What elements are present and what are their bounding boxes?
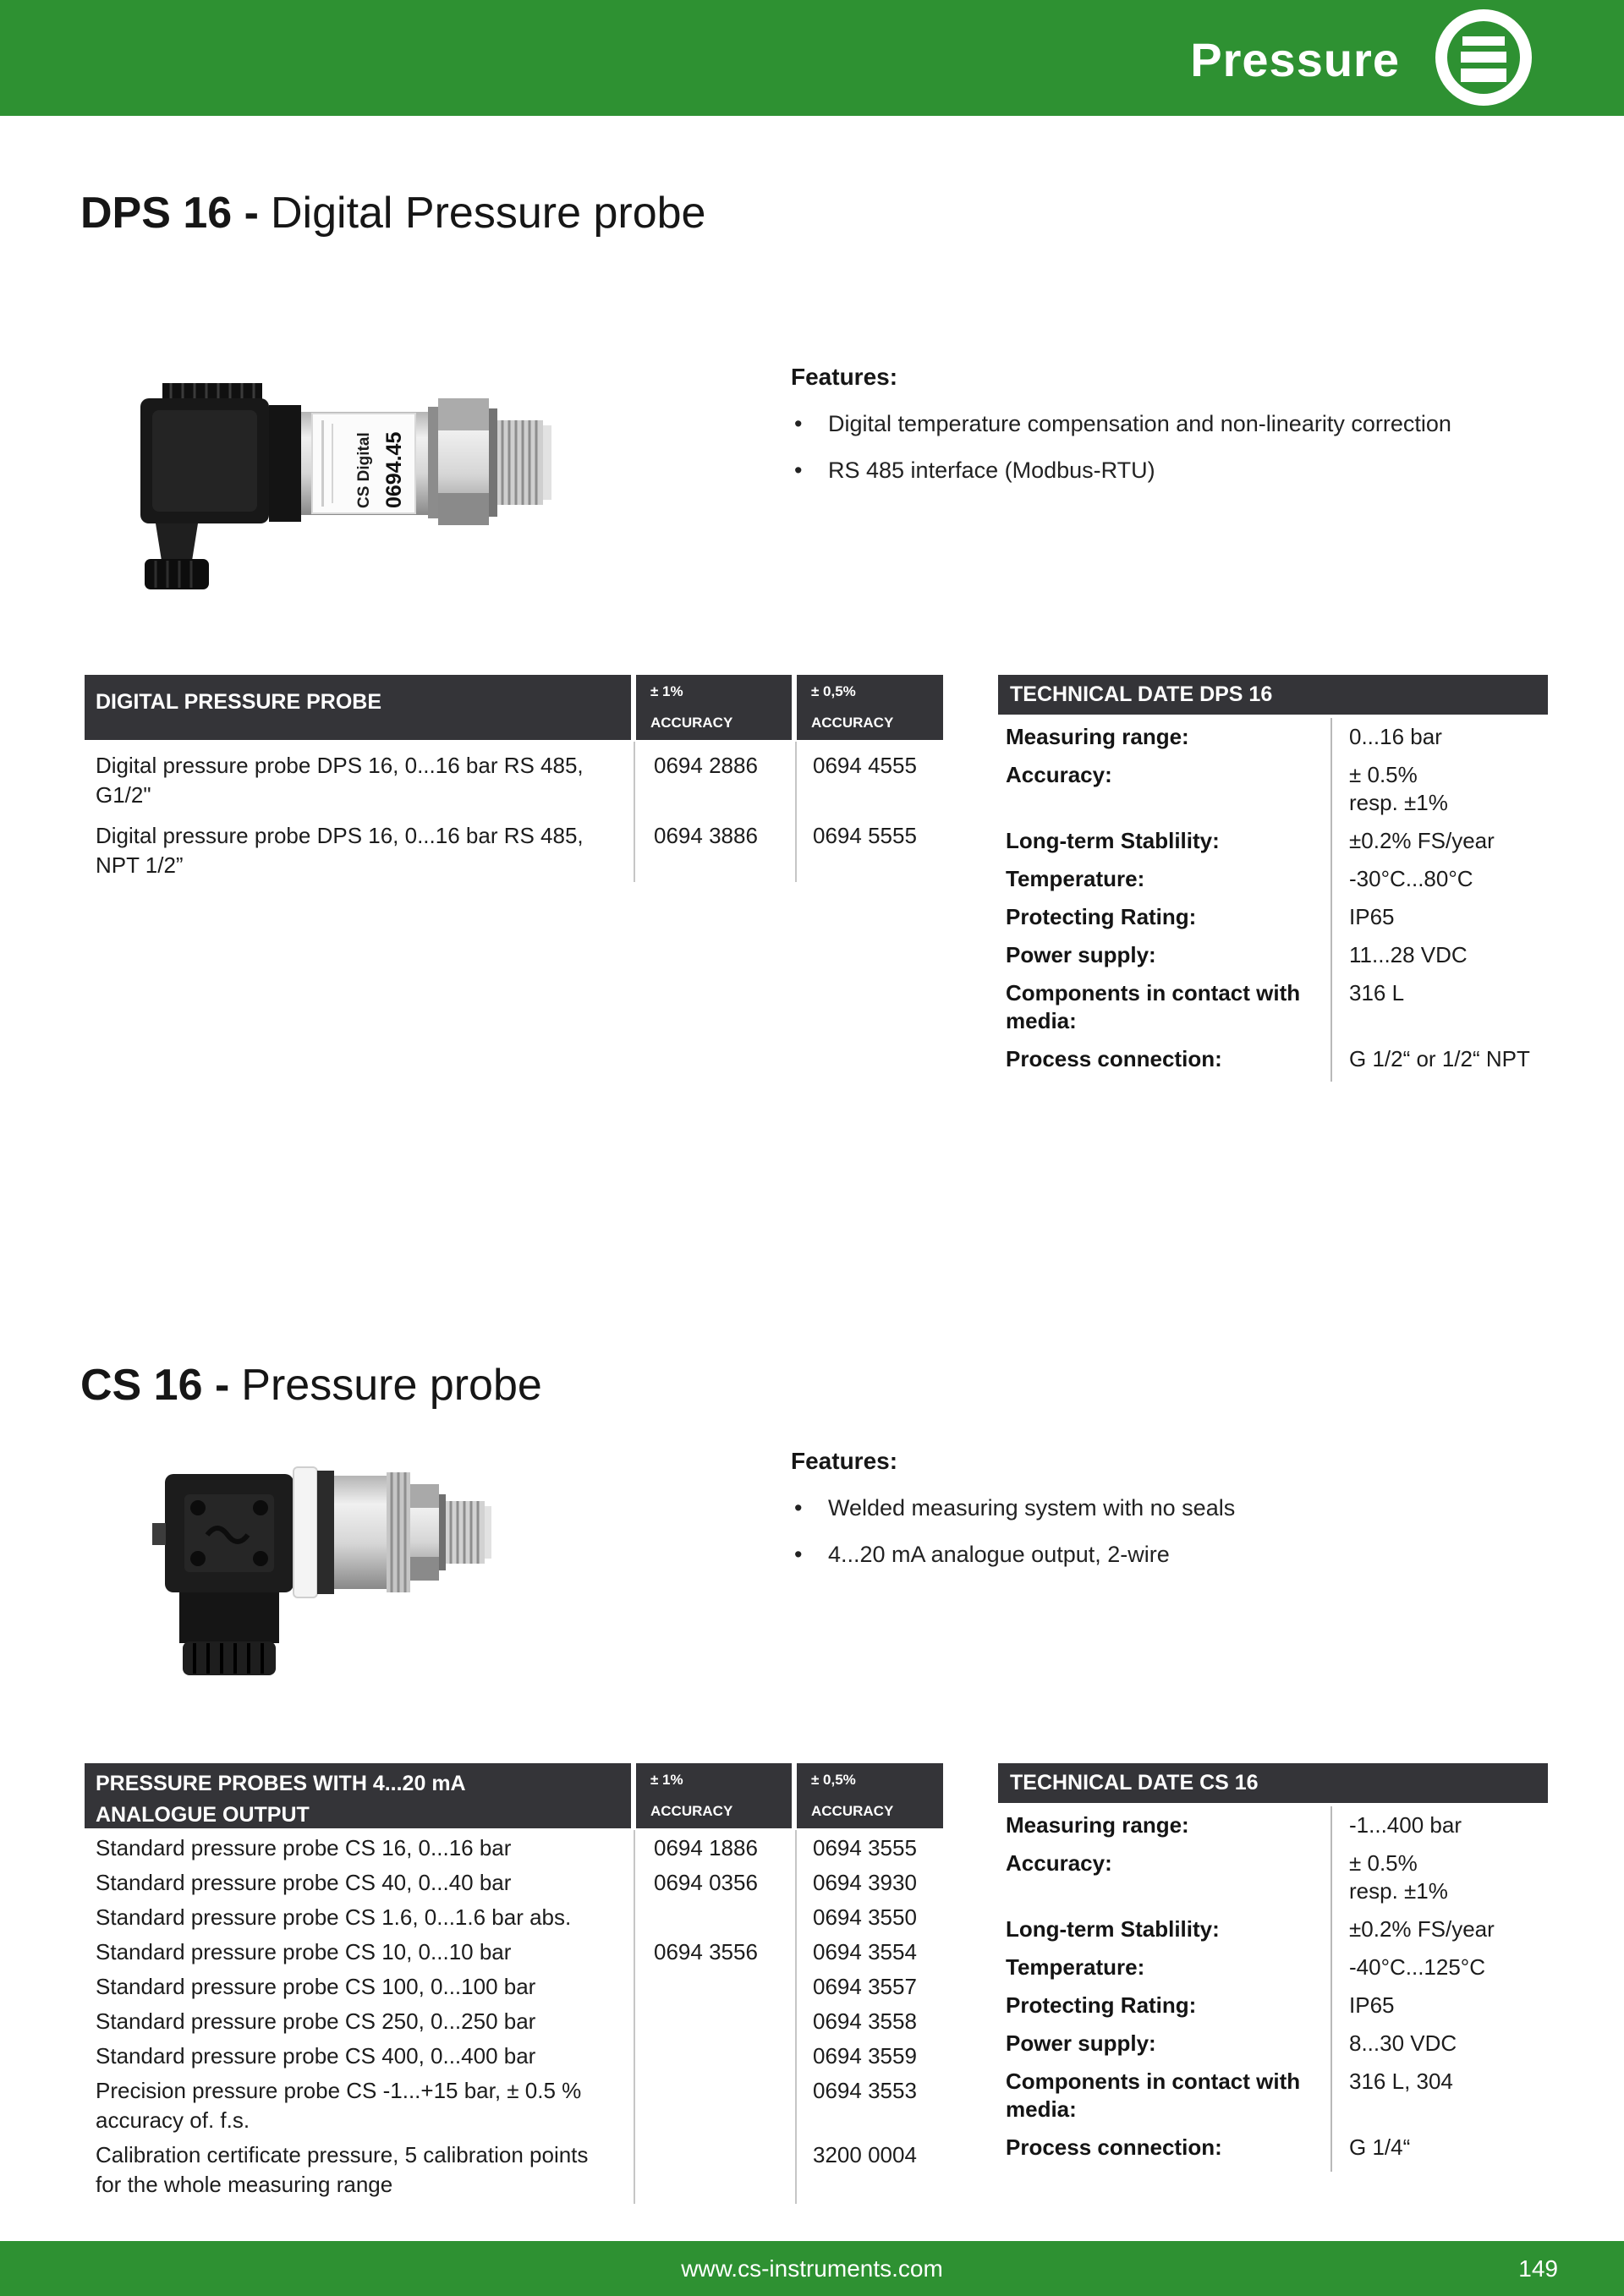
accuracy-value: ± 0,5% xyxy=(811,1772,856,1788)
spec-value xyxy=(1349,2134,1535,2162)
technical-row xyxy=(998,1915,1548,1943)
order-description: Standard pressure probe CS 250, 0...250 bar xyxy=(96,2008,536,2034)
product-name: Digital Pressure probe xyxy=(270,189,706,238)
connector-neck xyxy=(179,1592,279,1643)
column-divider xyxy=(1330,1806,1332,2172)
spec-value xyxy=(1349,979,1535,1035)
column-divider xyxy=(1330,718,1332,1082)
accuracy-1-column-header xyxy=(636,1763,792,1828)
spec-value-line: -40°C...125°C xyxy=(1349,1954,1485,1980)
order-number-acc05: 0694 3557 xyxy=(813,1974,917,1999)
spec-value xyxy=(1349,865,1535,893)
spec-value xyxy=(1349,2068,1535,2123)
cable-gland xyxy=(156,523,198,561)
product-model: CS 16 - xyxy=(80,1361,230,1410)
order-description: Standard pressure probe CS 1.6, 0...1.6 bar abs. xyxy=(96,1904,572,1930)
order-table-body xyxy=(85,740,943,885)
order-number-acc1 xyxy=(636,2002,792,2036)
spec-label: Long-term Stablility: xyxy=(1006,1916,1220,1942)
order-row xyxy=(85,2002,943,2036)
order-number-acc1: 0694 2886 xyxy=(654,753,758,778)
accuracy-caption: ACCURACY xyxy=(811,715,894,731)
spec-label: Protecting Rating: xyxy=(1006,1992,1197,2018)
spec-value-line: G 1/4“ xyxy=(1349,2134,1411,2160)
order-table-title: DIGITAL PRESSURE PROBE xyxy=(85,675,631,740)
spec-value-line: resp. ±1% xyxy=(1349,1878,1448,1904)
spec-label: Protecting Rating: xyxy=(1006,904,1197,929)
order-description: Precision pressure probe CS -1...+15 bar, ± 0.5 % accuracy of. f.s. xyxy=(96,2078,582,2133)
order-number-acc05: 0694 3553 xyxy=(813,2078,917,2103)
order-row xyxy=(85,2135,943,2200)
order-number-acc05: 0694 3555 xyxy=(813,1835,917,1860)
features-heading: Features: xyxy=(791,364,898,390)
order-row xyxy=(85,740,943,810)
technical-row xyxy=(998,1811,1548,1839)
spec-value xyxy=(1349,723,1535,751)
order-number-acc1 xyxy=(636,1967,792,2002)
spec-value xyxy=(1349,761,1535,817)
product-name: Pressure probe xyxy=(241,1361,542,1410)
seal-ring xyxy=(294,1467,317,1597)
cs16-technical-table xyxy=(998,1763,1548,2173)
technical-row xyxy=(998,941,1548,969)
spec-label: Measuring range: xyxy=(1006,1812,1189,1838)
technical-row xyxy=(998,865,1548,893)
order-description: Digital pressure probe DPS 16, 0...16 bar RS 485, G1/2" xyxy=(96,753,584,808)
column-divider xyxy=(795,1830,797,2204)
page-title-dps16 xyxy=(80,188,705,238)
order-description: Standard pressure probe CS 400, 0...400 bar xyxy=(96,2043,536,2069)
technical-row xyxy=(998,2134,1548,2162)
order-row xyxy=(85,1898,943,1932)
order-number-acc1 xyxy=(636,2071,792,2135)
dps16-order-table xyxy=(85,675,943,885)
page-footer-bar xyxy=(0,2241,1624,2296)
spec-value xyxy=(1349,1915,1535,1943)
feature-item xyxy=(791,411,1552,437)
order-number-acc05: 0694 3559 xyxy=(813,2043,917,2069)
spec-label: Power supply: xyxy=(1006,2030,1156,2056)
dps16-features xyxy=(791,364,1552,484)
order-number-acc05: 0694 3558 xyxy=(813,2008,917,2034)
technical-table-title: TECHNICAL DATE CS 16 xyxy=(998,1763,1548,1803)
order-row xyxy=(85,1863,943,1898)
spec-label: Process connection: xyxy=(1006,1046,1222,1071)
dps16-product-photo xyxy=(118,359,660,605)
spec-label: Measuring range: xyxy=(1006,724,1189,749)
order-row xyxy=(85,810,943,880)
order-table-header xyxy=(85,1763,943,1828)
accuracy-05-column-header xyxy=(797,675,943,740)
probe-body xyxy=(334,1476,387,1589)
side-screw xyxy=(152,1523,166,1545)
probe-label-number: 0694.45 xyxy=(382,431,406,508)
spec-label: Temperature: xyxy=(1006,866,1145,891)
spec-label: Components in contact with media: xyxy=(1006,2069,1301,2122)
technical-row xyxy=(998,1849,1548,1905)
technical-row xyxy=(998,761,1548,817)
technical-row xyxy=(998,2030,1548,2058)
spec-value-line: IP65 xyxy=(1349,904,1395,929)
technical-row xyxy=(998,1045,1548,1073)
accuracy-1-column-header xyxy=(636,675,792,740)
column-divider xyxy=(634,742,635,882)
order-row xyxy=(85,1932,943,1967)
order-number-acc1: 0694 3556 xyxy=(654,1939,758,1964)
spec-value xyxy=(1349,1811,1535,1839)
spec-value-line: IP65 xyxy=(1349,1992,1395,2018)
spec-value-line: ±0.2% FS/year xyxy=(1349,828,1495,853)
order-number-acc1 xyxy=(636,2135,792,2200)
order-number-acc1: 0694 1886 xyxy=(654,1835,758,1860)
order-description: Standard pressure probe CS 40, 0...40 bar xyxy=(96,1870,512,1895)
order-number-acc1: 0694 3886 xyxy=(654,823,758,848)
accuracy-caption: ACCURACY xyxy=(811,1803,894,1819)
page-header-bar xyxy=(0,0,1624,116)
spec-value-line: 0...16 bar xyxy=(1349,724,1442,749)
page-title-cs16 xyxy=(80,1360,542,1411)
website-link[interactable]: www.cs-instruments.com xyxy=(681,2255,943,2282)
technical-row xyxy=(998,1954,1548,1981)
cs16-features xyxy=(791,1448,1552,1568)
order-number-acc05: 0694 3554 xyxy=(813,1939,917,1964)
order-table-header xyxy=(85,675,943,740)
accuracy-value: ± 1% xyxy=(650,1772,683,1788)
spec-value-line: resp. ±1% xyxy=(1349,790,1448,815)
spec-value xyxy=(1349,941,1535,969)
spec-value-line: 316 L xyxy=(1349,980,1405,1006)
technical-row xyxy=(998,1992,1548,2019)
order-description: Standard pressure probe CS 16, 0...16 bar xyxy=(96,1835,512,1860)
feature-item xyxy=(791,1495,1552,1521)
order-number-acc1 xyxy=(636,2036,792,2071)
spec-value xyxy=(1349,1849,1535,1905)
technical-row xyxy=(998,2068,1548,2123)
spec-label: Components in contact with media: xyxy=(1006,980,1301,1033)
spec-value-line: ± 0.5% xyxy=(1349,1850,1418,1876)
column-divider xyxy=(795,742,797,882)
order-number-acc05: 0694 3930 xyxy=(813,1870,917,1895)
page-number: 149 xyxy=(1518,2255,1558,2282)
spec-value-line: 11...28 VDC xyxy=(1349,942,1468,967)
feature-text: Welded measuring system with no seals xyxy=(828,1495,1236,1521)
order-row xyxy=(85,1828,943,1863)
spec-value-line: -30°C...80°C xyxy=(1349,866,1473,891)
spec-value-line: G 1/2“ or 1/2“ NPT xyxy=(1349,1046,1530,1071)
spec-label: Accuracy: xyxy=(1006,762,1112,787)
feature-text: Digital temperature compensation and non-linearity correction xyxy=(828,411,1451,436)
cs16-product-photo xyxy=(127,1450,524,1712)
feature-text: 4...20 mA analogue output, 2-wire xyxy=(828,1542,1170,1567)
technical-table-title: TECHNICAL DATE DPS 16 xyxy=(998,675,1548,715)
order-table-title-line: PRESSURE PROBES WITH 4...20 mA xyxy=(96,1772,466,1795)
order-table-body xyxy=(85,1828,943,2207)
spec-value-line: 8...30 VDC xyxy=(1349,2030,1457,2056)
pressure-logo-icon xyxy=(1435,8,1533,107)
accuracy-caption: ACCURACY xyxy=(650,1803,733,1819)
page-header-title: Pressure xyxy=(1190,33,1400,86)
spec-label: Power supply: xyxy=(1006,942,1156,967)
spec-value-line: -1...400 bar xyxy=(1349,1812,1462,1838)
spec-value-line: ± 0.5% xyxy=(1349,762,1418,787)
order-number-acc05: 0694 5555 xyxy=(813,823,917,848)
spec-value xyxy=(1349,1045,1535,1073)
technical-row xyxy=(998,903,1548,931)
order-table-title xyxy=(85,1763,631,1828)
technical-row xyxy=(998,979,1548,1035)
order-description: Standard pressure probe CS 10, 0...10 bar xyxy=(96,1939,512,1964)
spec-value xyxy=(1349,1992,1535,2019)
order-number-acc05: 3200 0004 xyxy=(813,2142,917,2167)
order-description: Calibration certificate pressure, 5 calibration points for the whole measuring range xyxy=(96,2142,589,2197)
order-description: Digital pressure probe DPS 16, 0...16 bar RS 485, NPT 1/2” xyxy=(96,823,584,878)
technical-table-body xyxy=(998,715,1548,1083)
technical-table-body xyxy=(998,1803,1548,2173)
features-heading: Features: xyxy=(791,1448,898,1474)
spec-value xyxy=(1349,2030,1535,2058)
feature-item xyxy=(791,1542,1552,1568)
order-number-acc1 xyxy=(636,1898,792,1932)
order-row xyxy=(85,1967,943,2002)
column-divider xyxy=(634,1830,635,2204)
feature-item xyxy=(791,458,1552,484)
order-row xyxy=(85,2036,943,2071)
spec-value xyxy=(1349,827,1535,855)
technical-row xyxy=(998,723,1548,751)
order-number-acc05: 0694 4555 xyxy=(813,753,917,778)
accuracy-caption: ACCURACY xyxy=(650,715,733,731)
accuracy-value: ± 1% xyxy=(650,683,683,699)
probe-label-text: CS Digital xyxy=(355,432,373,508)
spec-value xyxy=(1349,903,1535,931)
technical-row xyxy=(998,827,1548,855)
accuracy-value: ± 0,5% xyxy=(811,683,856,699)
spec-value xyxy=(1349,1954,1535,1981)
spec-label: Long-term Stablility: xyxy=(1006,828,1220,853)
product-model: DPS 16 - xyxy=(80,189,259,238)
order-number-acc05: 0694 3550 xyxy=(813,1904,917,1930)
spec-value-line: ±0.2% FS/year xyxy=(1349,1916,1495,1942)
dps16-technical-table xyxy=(998,675,1548,1083)
spec-label: Process connection: xyxy=(1006,2134,1222,2160)
cs16-order-table xyxy=(85,1763,943,2207)
order-number-acc1: 0694 0356 xyxy=(654,1870,758,1895)
accuracy-05-column-header xyxy=(797,1763,943,1828)
order-row xyxy=(85,2071,943,2135)
order-table-title-line: ANALOGUE OUTPUT xyxy=(96,1803,310,1827)
spec-label: Temperature: xyxy=(1006,1954,1145,1980)
spec-label: Accuracy: xyxy=(1006,1850,1112,1876)
feature-text: RS 485 interface (Modbus-RTU) xyxy=(828,458,1155,483)
order-description: Standard pressure probe CS 100, 0...100 bar xyxy=(96,1974,536,1999)
spec-value-line: 316 L, 304 xyxy=(1349,2069,1453,2094)
